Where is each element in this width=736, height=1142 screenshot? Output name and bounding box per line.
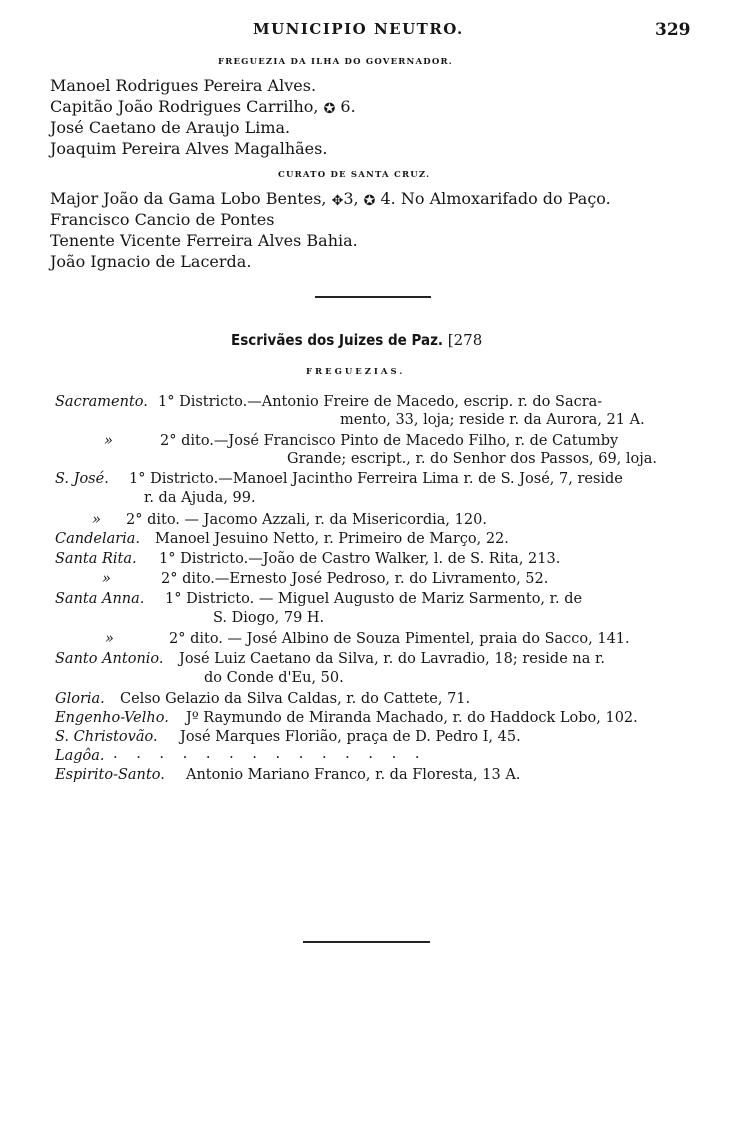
section-title-ilha: FREGUEZIA DA ILHA DO GOVERNADOR. [218,57,453,67]
entry-line: José Luiz Caetano da Silva, r. do Lavradio, 18; reside na r. [179,651,605,667]
entry-line: Celso Gelazio da Silva Caldas, r. do Cattete, 71. [120,691,471,707]
parish-label: Candelaria. [55,531,141,547]
entry-line: Manoel Jesuino Netto, r. Primeiro de Março, 22. [155,531,509,547]
entry-line: Antonio Mariano Franco, r. da Floresta, 13 A. [186,767,521,783]
ditto-mark: » [102,571,111,587]
parish-label: Espirito-Santo. [55,767,165,783]
parish-label: Gloria. [55,691,105,707]
entry-line: 2° dito.—José Francisco Pinto de Macedo Filho, r. de Catumby [160,433,619,449]
parish-label: Santa Rita. [55,551,137,567]
entry-line: Jº Raymundo de Miranda Machado, r. do Haddock Lobo, 102. [186,710,638,726]
ilha-line-1: Manoel Rodrigues Pereira Alves. [50,76,317,95]
entry-line: 1° Districto.—João de Castro Walker, l. de S. Rita, 213. [159,551,561,567]
santa-cruz-line-1: Major João da Gama Lobo Bentes, ✥3, ✪ 4. No Almoxarifado do Paço. [50,188,611,212]
cross-order-icon: ✥ [331,193,344,209]
entry-line: José Marques Florião, praça de D. Pedro I, 45. [180,729,521,745]
parish-label: Santa Anna. [55,591,145,607]
entry-line: 1° Districto. — Miguel Augusto de Mariz Sarmento, r. de [165,591,583,607]
parish-label: S. Christovão. [55,729,158,745]
parish-label: S. José. [55,471,109,487]
ditto-mark: » [92,512,101,528]
santa-cruz-line-3: Tenente Vicente Ferreira Alves Bahia. [50,231,358,250]
parish-label: Engenho-Velho. [55,710,169,726]
entry-line: Grande; escript., r. do Senhor dos Passos, 69, loja. [287,451,658,467]
entry-line: 1° Districto.—Antonio Freire de Macedo, escrip. r. do Sacra- [158,394,603,410]
entry-dots: . . . . . . . . . . . . . . [113,746,427,762]
ilha-line-2: Capitão João Rodrigues Carrilho, ✪ 6. [50,96,356,120]
entry-line: r. da Ajuda, 99. [144,490,256,506]
entry-line: 2° dito. — Jacomo Azzali, r. da Misericordia, 120. [126,512,487,528]
entry-line: mento, 33, loja; reside r. da Aurora, 21 A. [340,412,645,428]
entry-line: do Conde d'Eu, 50. [204,670,344,686]
entry-line: 1° Districto.—Manoel Jacintho Ferreira Lima r. de S. José, 7, reside [129,471,623,487]
santa-cruz-line-2: Francisco Cancio de Pontes [50,210,275,229]
divider-rule [315,296,431,298]
parish-label: Santo Antonio. [55,651,164,667]
ilha-line-3: José Caetano de Araujo Lima. [50,118,291,137]
santa-cruz-line-4: João Ignacio de Lacerda. [50,252,252,271]
entry-line: 2° dito.—Ernesto José Pedroso, r. do Livramento, 52. [161,571,549,587]
section-title-santa-cruz: CURATO DE SANTA CRUZ. [278,170,431,180]
ditto-mark: » [104,433,113,449]
medal-order-icon: ✪ [363,193,376,209]
page-header-title: MUNICIPIO NEUTRO. [253,20,464,38]
page-number: 329 [655,20,691,40]
entry-line: S. Diogo, 79 H. [213,610,325,626]
parish-label: Lagôa. [55,748,105,764]
entry-line: 2° dito. — José Albino de Souza Pimentel, praia do Sacco, 141. [169,631,630,647]
medal-order-icon: ✪ [323,101,336,117]
ditto-mark: » [105,631,114,647]
parish-label: Sacramento. [55,394,148,410]
section-subtitle-freguezias: FREGUEZIAS. [306,367,406,377]
divider-rule-bottom [303,941,430,943]
section-heading-escrivaes: Escrivães dos Juizes de Paz. [278 [231,331,483,349]
ilha-line-4: Joaquim Pereira Alves Magalhães. [50,139,328,158]
